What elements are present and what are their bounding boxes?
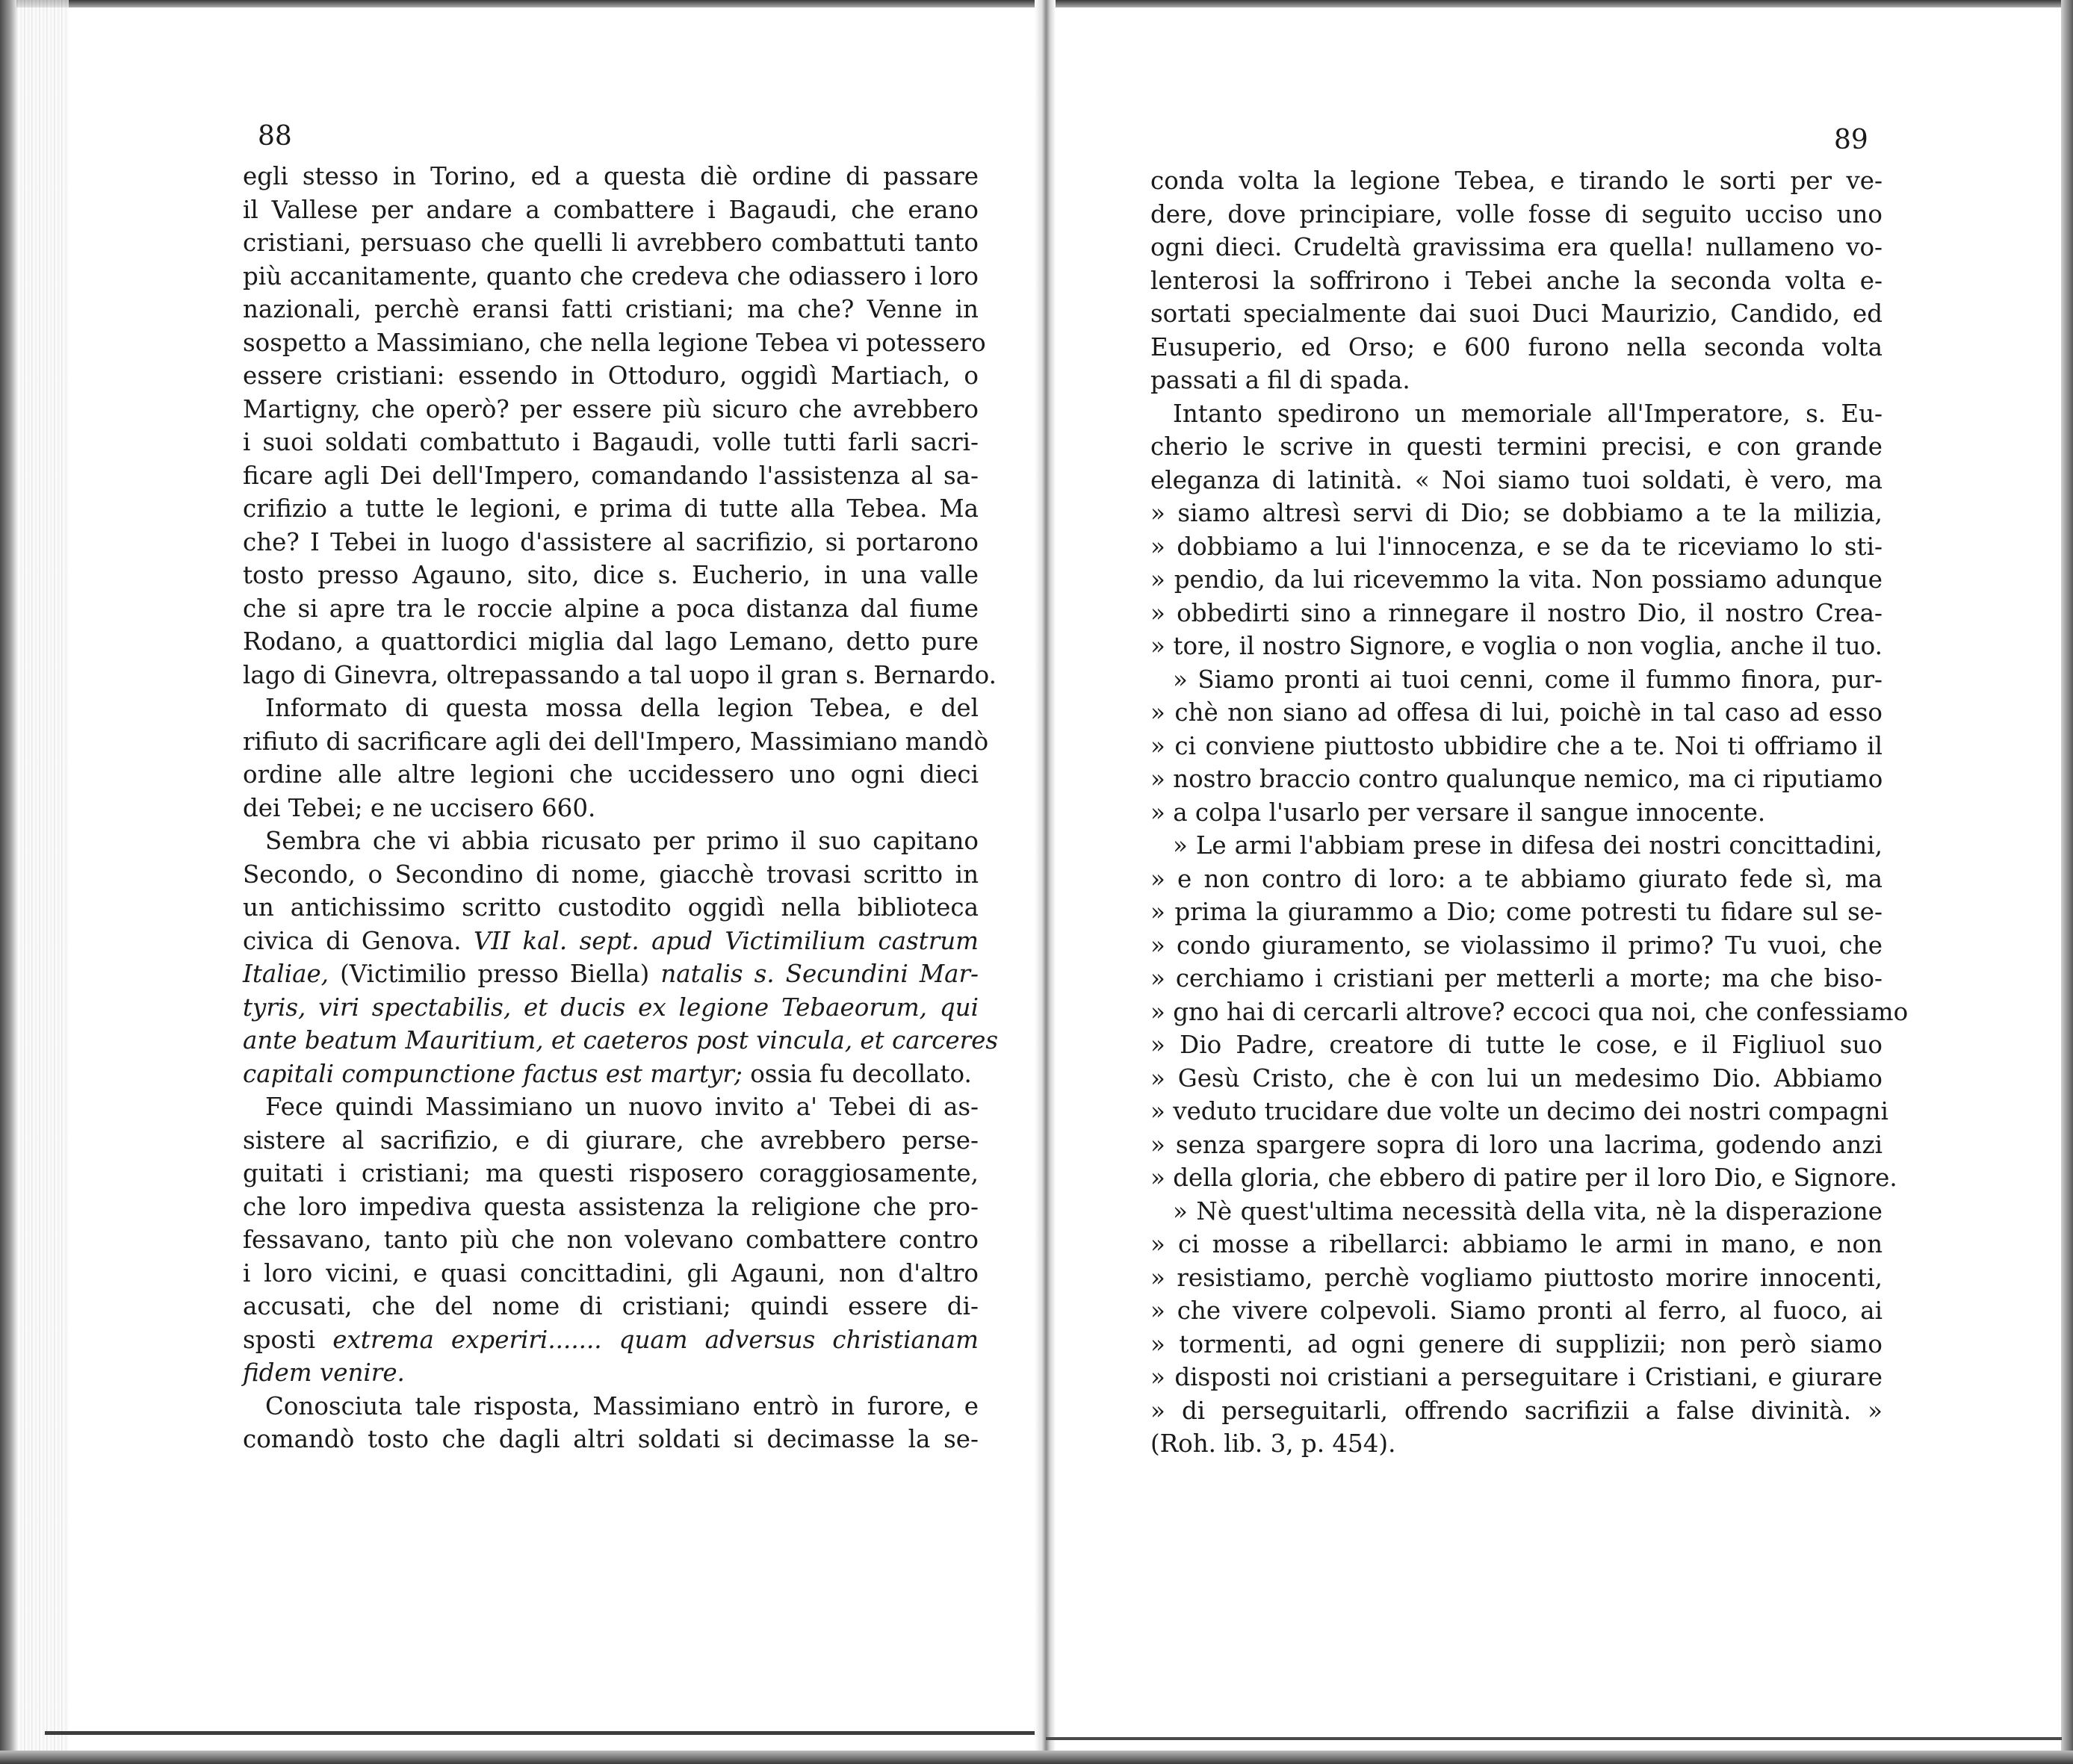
text-run: eleganza di latinità. « Noi siamo tuoi soldati, è vero, ma	[1150, 465, 1883, 494]
text-run: Intanto spedirono un memoriale all'Imperatore, s. Eu-	[1173, 399, 1883, 428]
text-run: » che vivere colpevoli. Siamo pronti al ferro, al fuoco, ai	[1150, 1296, 1883, 1325]
text-run: comandò tosto che dagli altri soldati si decimasse la se-	[243, 1425, 979, 1453]
text-run: che? I Tebei in luogo d'assistere al sacrifizio, si portarono	[243, 527, 979, 556]
text-run: » a colpa l'usarlo per versare il sangue innocente.	[1150, 798, 1766, 827]
text-line	[1150, 895, 1883, 929]
text-run: » della gloria, che ebbero di patire per il loro Dio, e Signore.	[1150, 1164, 1897, 1192]
text-line	[243, 1423, 979, 1456]
text-run: » senza spargere sopra di loro una lacrima, godendo anzi	[1150, 1130, 1883, 1159]
text-line	[1150, 1028, 1883, 1062]
text-line	[243, 1090, 979, 1124]
text-line	[1150, 996, 1909, 1029]
text-run: civica di Genova.	[243, 926, 474, 955]
text-line	[243, 592, 979, 626]
text-run: » veduto trucidare due volte un decimo dei nostri compagni	[1150, 1097, 1888, 1125]
italic-text-run: fidem venire.	[243, 1358, 405, 1387]
text-run: » tormenti, ad ogni genere di supplizii; non però siamo	[1150, 1329, 1883, 1358]
text-line	[243, 160, 979, 193]
text-run: tosto presso Agauno, sito, dice s. Eucherio, in una valle	[243, 561, 979, 589]
text-run: egli stesso in Torino, ed a questa diè ordine di passare	[243, 162, 979, 190]
text-run: crifizio a tutte le legioni, e prima di tutte alla Tebea. Ma	[243, 494, 979, 523]
text-line	[243, 1257, 979, 1291]
text-run: » condo giuramento, se violassimo il primo? Tu vuoi, che	[1150, 931, 1883, 960]
text-run: » gno hai di cercarli altrove? eccoci qua noi, che confessiamo	[1150, 997, 1909, 1026]
text-run: » pendio, da lui ricevemmo la vita. Non possiamo adunque	[1150, 565, 1883, 594]
text-run: lago di Ginevra, oltrepassando a tal uopo il gran s. Bernardo.	[243, 660, 997, 689]
text-line	[243, 1024, 999, 1058]
text-line	[243, 957, 979, 991]
text-line	[243, 459, 979, 493]
scan-edge-bottom	[0, 1751, 2073, 1764]
text-run: Eusuperio, ed Orso; e 600 furono nella seconda volta	[1150, 332, 1883, 361]
text-line	[243, 193, 979, 227]
text-line	[1150, 663, 1883, 697]
italic-text-run: Italiae,	[243, 960, 329, 988]
text-line	[1150, 397, 1883, 431]
text-line	[1150, 264, 1883, 298]
text-run: i suoi soldati combattuto i Bagaudi, volle tutti farli sacri-	[243, 428, 979, 456]
text-run: conda volta la legione Tebea, e tirando le sorti per ve-	[1150, 167, 1883, 195]
scan-edge-right	[2061, 0, 2073, 1764]
text-line	[1150, 1261, 1883, 1295]
text-run: sortati specialmente dai suoi Duci Maurizio, Candido, ed	[1150, 299, 1883, 328]
text-line	[1150, 730, 1883, 763]
text-run: il Vallese per andare a combattere i Bagaudi, che erano	[243, 195, 979, 224]
text-line	[243, 991, 979, 1025]
text-line	[243, 725, 989, 759]
text-run: Martigny, che operò? per essere più sicuro che avrebbero	[243, 394, 979, 423]
text-run: Conosciuta tale risposta, Massimiano entrò in furore, e	[265, 1391, 979, 1420]
text-run: » Siamo pronti ai tuoi cenni, come il fummo finora, pur-	[1173, 665, 1883, 694]
text-line	[243, 326, 986, 360]
italic-text-run: tyris, viri spectabilis, et ducis ex legione Tebaeorum, qui	[243, 993, 979, 1022]
text-line	[1150, 164, 1883, 198]
text-run: cherio le scrive in questi termini precisi, e con grande	[1150, 432, 1883, 461]
page-number-left: 88	[258, 121, 292, 152]
text-line	[1150, 1328, 1883, 1361]
text-line	[243, 359, 979, 393]
text-run: essere cristiani: essendo in Ottoduro, oggidì Martiach, o	[243, 361, 979, 390]
text-line	[243, 1124, 979, 1158]
text-line	[1150, 1195, 1883, 1229]
text-line	[1150, 1394, 1883, 1428]
text-run: nazionali, perchè eransi fatti cristiani; ma che? Venne in	[243, 295, 979, 323]
text-run: Informato di questa mossa della legion Tebea, e del	[265, 694, 979, 722]
text-line	[243, 925, 979, 958]
text-line	[243, 891, 979, 925]
page-number-right: 89	[1834, 125, 1868, 155]
text-run: sposti	[243, 1325, 333, 1354]
text-run: (Roh. lib. 3, p. 454).	[1150, 1429, 1396, 1458]
text-line	[1150, 563, 1883, 597]
text-line	[243, 492, 979, 526]
text-run: Sembra che vi abbia ricusato per primo il suo capitano	[265, 827, 979, 855]
italic-text-run: extrema experiri....... quam adversus christianam	[332, 1325, 979, 1354]
book-spine-edge	[0, 0, 16, 1764]
text-run: » tore, il nostro Signore, e voglia o non voglia, anche il tuo.	[1150, 632, 1883, 660]
text-run: i loro vicini, e quasi concittadini, gli Agauni, non d'altro	[243, 1258, 979, 1288]
text-line	[1150, 364, 1883, 397]
text-line	[243, 792, 979, 825]
text-line	[243, 659, 997, 692]
text-line	[243, 1323, 979, 1357]
text-run: lenterosi la soffrirono i Tebei anche la seconda volta e-	[1150, 266, 1883, 295]
book-gutter	[1035, 0, 1056, 1764]
text-run: che si apre tra le roccie alpine a poca distanza dal fiume	[243, 594, 979, 623]
text-run: ogni dieci. Crudeltà gravissima era quella! nullameno vo-	[1150, 233, 1883, 261]
text-line	[1150, 863, 1883, 896]
text-line	[1150, 1095, 1888, 1128]
text-line	[243, 758, 979, 792]
text-run: » Gesù Cristo, che è con lui un medesimo Dio. Abbiamo	[1150, 1063, 1883, 1093]
text-line	[1150, 198, 1883, 232]
text-line	[243, 293, 979, 326]
text-run: » Le armi l'abbiam prese in difesa dei nostri concittadini,	[1173, 831, 1883, 860]
page-bottom-edge-left	[45, 1731, 1035, 1735]
text-line	[243, 625, 979, 659]
text-line	[243, 1290, 979, 1323]
text-run: » di perseguitarli, offrendo sacrifizii a false divinità. »	[1150, 1396, 1883, 1425]
text-line	[243, 1356, 979, 1390]
text-run: passati a fil di spada.	[1150, 366, 1410, 394]
text-line	[1150, 1228, 1883, 1261]
text-line	[1150, 597, 1883, 630]
text-run: » ci mosse a ribellarci: abbiamo le armi in mano, e non	[1150, 1230, 1883, 1258]
text-run: » e non contro di loro: a te abbiamo giurato fede sì, ma	[1150, 864, 1883, 893]
text-line	[1150, 530, 1883, 564]
italic-text-run: capitali compunctione factus est martyr;	[243, 1059, 743, 1088]
text-run: » ci conviene piuttosto ubbidire che a te. Noi ti offriamo il	[1150, 731, 1883, 760]
left-page-text	[243, 160, 999, 1456]
text-line	[1150, 696, 1883, 730]
text-run: sistere al sacrifizio, e di giurare, che avrebbero perse-	[243, 1125, 979, 1155]
text-run: fessavano, tanto più che non volevano combattere contro	[243, 1226, 979, 1254]
text-line	[243, 426, 979, 459]
text-run: accusati, che del nome di cristiani; quindi essere di-	[243, 1292, 979, 1320]
text-line	[1150, 796, 1883, 830]
text-line	[243, 1058, 979, 1091]
text-line	[1150, 1161, 1897, 1195]
text-line	[243, 692, 979, 725]
text-run: sospetto a Massimiano, che nella legione Tebea vi potessero	[243, 328, 986, 357]
text-run: ossia fu decollato.	[742, 1059, 972, 1088]
text-line	[1150, 1361, 1883, 1394]
text-run: più accanitamente, quanto che credeva che odiassero i loro	[243, 261, 979, 291]
text-run: Rodano, a quattordici miglia dal lago Lemano, detto pure	[243, 627, 979, 656]
text-line	[243, 1390, 979, 1423]
text-line	[1150, 829, 1883, 863]
page-bottom-edge-right	[1046, 1737, 2062, 1740]
text-line	[1150, 1128, 1883, 1162]
text-run: dei Tebei; e ne uccisero 660.	[243, 793, 596, 822]
text-run: dere, dove principiare, volle fosse di seguito ucciso uno	[1150, 199, 1883, 229]
text-run: cristiani, persuaso che quelli li avrebbero combattuti tanto	[243, 229, 979, 257]
page-stack-edge	[16, 0, 69, 1764]
text-run: » disposti noi cristiani a perseguitare i Cristiani, e giurare	[1150, 1363, 1883, 1391]
text-run: Fece quindi Massimiano un nuovo invito a' Tebei di as-	[265, 1093, 979, 1121]
text-line	[1150, 231, 1883, 264]
text-line	[243, 226, 979, 260]
italic-text-run: natalis s. Secundini Mar-	[660, 960, 979, 988]
text-run: guitati i cristiani; ma questi risposero coraggiosamente,	[243, 1159, 979, 1187]
text-line	[1150, 297, 1883, 331]
text-run: che loro impediva questa assistenza la religione che pro-	[243, 1192, 979, 1221]
text-line	[243, 1223, 979, 1257]
italic-text-run: VII kal. sept. apud Victimilium castrum	[473, 926, 979, 955]
text-line	[1150, 1427, 1883, 1461]
text-line	[1150, 464, 1883, 497]
text-run: (Victimilio presso Biella)	[329, 960, 661, 988]
text-line	[243, 1190, 979, 1224]
text-line	[1150, 331, 1883, 364]
text-run: » siamo altresì servi di Dio; se dobbiamo a te la milizia,	[1150, 499, 1883, 527]
text-line	[243, 559, 979, 592]
text-line	[1150, 497, 1883, 530]
text-run: ordine alle altre legioni che uccidessero uno ogni dieci	[243, 760, 979, 789]
text-line	[1150, 630, 1883, 663]
text-run: » prima la giurammo a Dio; come potresti tu fidare sul se-	[1150, 898, 1883, 926]
text-line	[243, 526, 979, 559]
text-line	[243, 858, 979, 892]
text-run: » resistiamo, perchè vogliamo piuttosto morire innocenti,	[1150, 1263, 1883, 1292]
text-line	[243, 1157, 979, 1190]
text-line	[243, 393, 979, 426]
text-run: » dobbiamo a lui l'innocenza, e se da te riceviamo lo sti-	[1150, 532, 1883, 561]
text-run: » cerchiamo i cristiani per metterli a morte; ma che biso-	[1150, 964, 1883, 993]
text-line	[1150, 1294, 1883, 1328]
text-line	[1150, 929, 1883, 963]
text-line	[1150, 430, 1883, 464]
text-run: » nostro braccio contro qualunque nemico, ma ci riputiamo	[1150, 765, 1883, 793]
text-line	[243, 824, 979, 858]
text-line	[1150, 763, 1883, 796]
text-line	[1150, 1062, 1883, 1096]
text-line	[1150, 962, 1883, 996]
text-run: ficare agli Dei dell'Impero, comandando l'assistenza al sa-	[243, 461, 979, 490]
right-page-text	[1150, 164, 1909, 1461]
text-run: » obbedirti sino a rinnegare il nostro Dio, il nostro Crea-	[1150, 598, 1883, 627]
text-line	[243, 260, 979, 294]
text-run: » Nè quest'ultima necessità della vita, nè la disperazione	[1173, 1196, 1883, 1226]
text-run: » Dio Padre, creatore di tutte le cose, e il Figliuol suo	[1150, 1031, 1883, 1059]
text-run: Secondo, o Secondino di nome, giacchè trovasi scritto in	[243, 860, 979, 889]
text-run: rifiuto di sacrificare agli dei dell'Impero, Massimiano mandò	[243, 727, 989, 756]
text-run: un antichissimo scritto custodito oggidì nella biblioteca	[243, 893, 979, 922]
italic-text-run: ante beatum Mauritium, et caeteros post vincula, et carceres	[243, 1026, 999, 1055]
text-run: » chè non siano ad offesa di lui, poichè in tal caso ad esso	[1150, 698, 1883, 727]
